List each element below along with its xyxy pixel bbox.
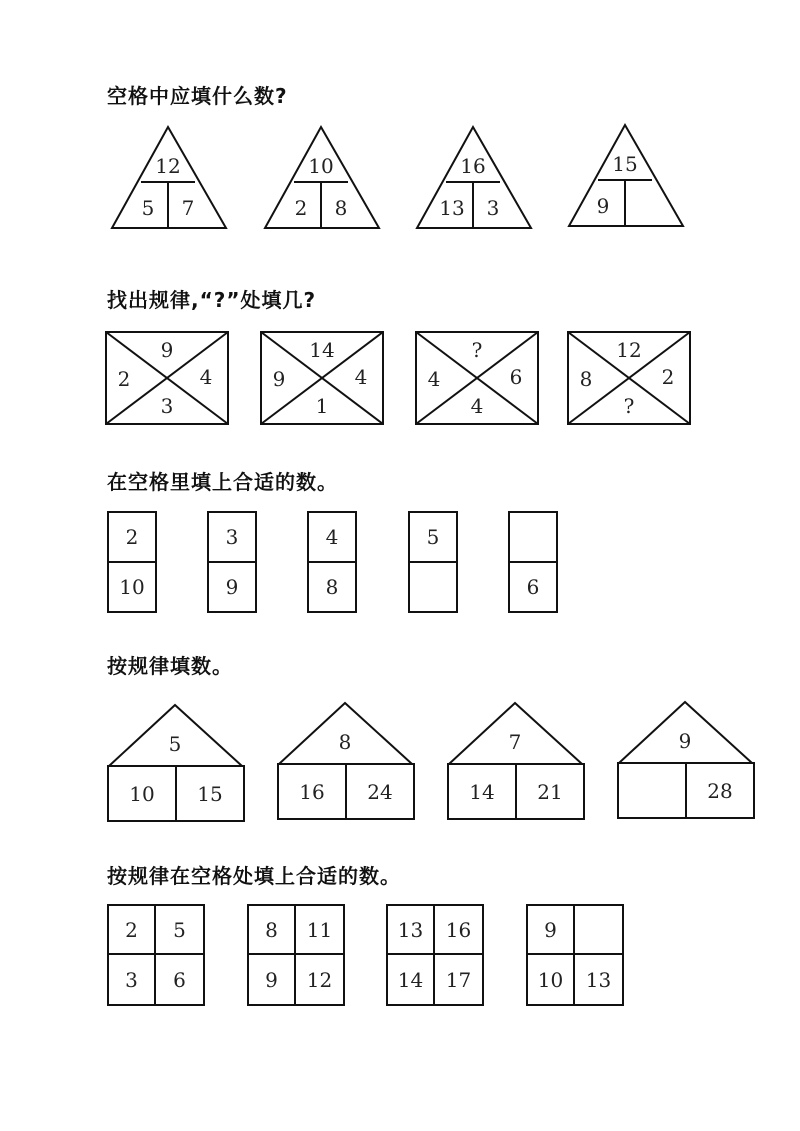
house-figure-3	[447, 700, 586, 822]
triangle-figure-2	[263, 125, 381, 231]
rectangle-left-value: 8	[579, 367, 593, 391]
domino-blank-cell[interactable]	[410, 563, 456, 611]
grid-3	[386, 904, 484, 1006]
house-right-value: 24	[367, 780, 393, 804]
grid-cell: 11	[296, 906, 343, 955]
triangle-figure-3	[415, 125, 533, 231]
grid-cell: 8	[249, 906, 296, 955]
domino-2	[207, 511, 257, 613]
triangle-top-value: 15	[612, 152, 638, 176]
triangle-right-value: 8	[334, 196, 348, 220]
rectangle-left-value: 2	[117, 367, 131, 391]
rectangle-unknown-value[interactable]: ?	[623, 394, 635, 418]
heading-triangles: 空格中应填什么数?	[107, 84, 288, 108]
domino-bottom-value: 8	[325, 575, 339, 599]
rectangle-figure-4	[567, 331, 691, 425]
house-left-value: 10	[129, 782, 155, 806]
heading-dominoes: 在空格里填上合适的数。	[107, 470, 338, 494]
rectangle-right-value: 6	[509, 365, 523, 389]
heading-houses: 按规律填数。	[107, 654, 233, 678]
triangle-right-value: 7	[181, 196, 195, 220]
house-figure-1	[107, 702, 246, 824]
triangle-left-value: 5	[141, 196, 155, 220]
grid-cell: 10	[528, 955, 575, 1004]
rectangle-right-value: 4	[199, 365, 213, 389]
grid-4	[526, 904, 624, 1006]
grid-cell: 17	[445, 967, 472, 992]
grid-2	[247, 904, 345, 1006]
house-left-value: 16	[299, 780, 325, 804]
triangle-left-value: 2	[294, 196, 308, 220]
rectangle-unknown-value[interactable]: ?	[471, 338, 483, 362]
grid-cell: 13	[585, 967, 612, 992]
rectangle-figure-1	[105, 331, 229, 425]
domino-bottom-value: 9	[225, 575, 239, 599]
grid-blank-cell[interactable]	[575, 906, 622, 955]
grid-cell: 12	[306, 967, 333, 992]
grid-cell: 9	[528, 906, 575, 955]
rectangle-left-value: 4	[427, 367, 441, 391]
domino-blank-cell[interactable]	[510, 513, 556, 563]
house-roof-value: 8	[338, 730, 352, 754]
grid-cell: 14	[388, 955, 435, 1004]
triangle-top-value: 16	[460, 154, 486, 178]
house-right-value: 21	[537, 780, 563, 804]
triangle-left-value: 9	[596, 194, 610, 218]
rectangle-bottom-value: 3	[160, 394, 174, 418]
house-figure-4	[617, 699, 756, 821]
domino-5	[508, 511, 558, 613]
grid-1	[107, 904, 205, 1006]
triangle-left-value: 13	[439, 196, 465, 220]
domino-3	[307, 511, 357, 613]
house-roof-value: 5	[168, 732, 182, 756]
grid-cell: 6	[173, 967, 186, 992]
grid-cell: 3	[109, 955, 156, 1004]
rectangle-right-value: 2	[661, 365, 675, 389]
grid-cell: 2	[109, 906, 156, 955]
rectangle-right-value: 4	[354, 365, 368, 389]
triangle-figure-4	[567, 123, 685, 229]
triangle-top-value: 10	[308, 154, 334, 178]
triangle-top-value: 12	[155, 154, 181, 178]
triangle-right-value: 3	[486, 196, 500, 220]
rectangle-bottom-value: 1	[315, 394, 329, 418]
rectangle-figure-3	[415, 331, 539, 425]
domino-1	[107, 511, 157, 613]
domino-bottom-value: 6	[526, 575, 540, 599]
house-figure-2	[277, 700, 416, 822]
house-right-value: 28	[707, 779, 733, 803]
domino-bottom-value: 10	[119, 575, 145, 599]
house-roof-value: 9	[678, 729, 692, 753]
domino-top-value: 5	[410, 513, 456, 563]
domino-top-value: 3	[209, 513, 255, 563]
rectangle-figure-2	[260, 331, 384, 425]
domino-4	[408, 511, 458, 613]
grid-cell: 5	[156, 906, 203, 955]
grid-cell: 13	[388, 906, 435, 955]
triangle-figure-1	[110, 125, 228, 231]
heading-rectangles: 找出规律,“?”处填几?	[107, 288, 317, 312]
house-right-value: 15	[197, 782, 223, 806]
heading-grids: 按规律在空格处填上合适的数。	[107, 864, 401, 888]
house-roof-value: 7	[508, 730, 522, 754]
rectangle-bottom-value: 4	[470, 394, 484, 418]
rectangle-top-value: 14	[309, 338, 335, 362]
domino-top-value: 2	[109, 513, 155, 563]
rectangle-top-value: 12	[616, 338, 642, 362]
domino-top-value: 4	[309, 513, 355, 563]
rectangle-top-value: 9	[160, 338, 174, 362]
grid-cell: 9	[249, 955, 296, 1004]
rectangle-left-value: 9	[272, 367, 286, 391]
grid-cell: 16	[435, 906, 482, 955]
house-left-value: 14	[469, 780, 495, 804]
